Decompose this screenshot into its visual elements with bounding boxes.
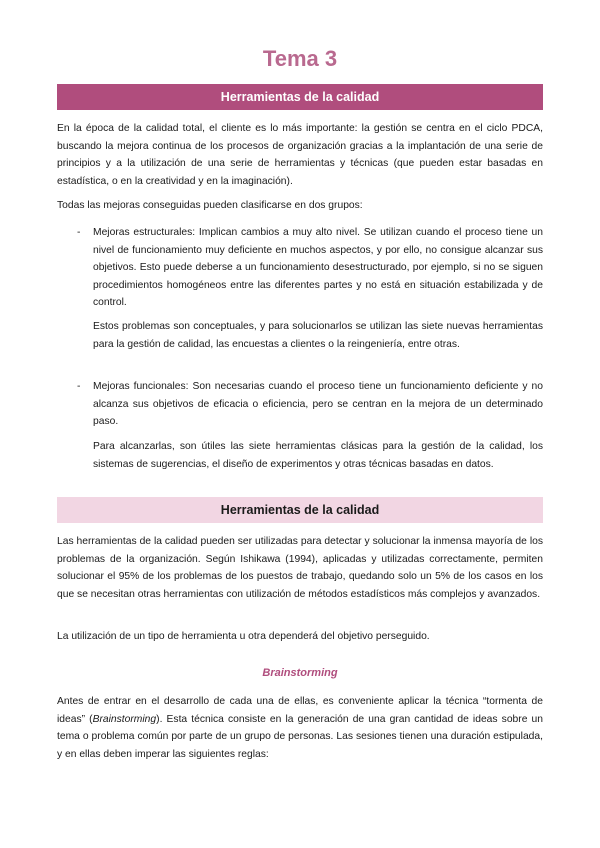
brainstorming-term: Brainstorming xyxy=(92,713,157,725)
intro-paragraph: En la época de la calidad total, el cliente es lo más importante: la gestión se centra en el ciclo PDCA, buscando la mejora continua de los procesos de organización gracias a la implantación de una serie de principios y a la utilización de una serie de herramientas y técnicas (que pueden estar basadas en estadística, o en la creatividad y en la imaginación). xyxy=(57,123,543,187)
bullet-dash: - xyxy=(77,381,81,392)
bullet-dash: - xyxy=(77,227,81,238)
brainstorming-paragraph xyxy=(57,693,543,763)
brainstorming-text-start: Antes de entrar en el desarrollo de cada una de ellas, es conveniente aplicar la técnica “tormenta de ideas” ( xyxy=(57,696,543,725)
tools-paragraph: Las herramientas de la calidad pueden ser utilizadas para detectar y solucionar la inmensa mayoría de los problemas de la organización. Según Ishikawa (1994), aplicadas y utilizadas correctamente, permiten solucionar el 95% de los problemas de los puestos de trabajo, quedando solo un 5% de los casos en los que se necesitan otras herramientas con utilización de métodos estadísticos más complejos y avanzados. xyxy=(57,536,543,600)
objective-paragraph: La utilización de un tipo de herramienta u otra dependerá del objetivo perseguido. xyxy=(57,631,430,642)
groups-intro-paragraph: Todas las mejoras conseguidas pueden clasificarse en dos grupos: xyxy=(57,200,363,211)
bullet-followup-paragraph: Para alcanzarlas, son útiles las siete herramientas clásicas para la gestión de la calidad, los sistemas de sugerencias, el diseño de experimentos y otras técnicas basadas en datos. xyxy=(93,441,543,470)
page-title: Tema 3 xyxy=(262,46,338,71)
bullet-followup-paragraph: Estos problemas son conceptuales, y para solucionarlos se utilizan las siete nuevas herramientas para la gestión de calidad, las encuestas a clientes o la reingeniería, entre otras. xyxy=(93,321,543,350)
section-banner-secondary: Herramientas de la calidad xyxy=(57,497,543,523)
bullet-text: Mejoras funcionales: Son necesarias cuando el proceso tiene un funcionamiento deficiente y no alcanza sus objetivos de eficacia o eficiencia, pero se centran en la mejora de un determinado paso. xyxy=(93,381,543,427)
brainstorming-text-end: ). Esta técnica consiste en la generación de una gran cantidad de ideas sobre un tema o problema común por parte de un grupo de personas. Las sesiones tienen una duración estipulada, y en ellas deben imperar las siguientes reglas: xyxy=(57,713,544,760)
subheading-brainstorming: Brainstorming xyxy=(262,667,338,679)
bullet-text: Mejoras estructurales: Implican cambios a muy alto nivel. Se utilizan cuando el proceso tiene un nivel de funcionamiento muy deficiente en muchos aspectos, y por ello, no consigue alcanzar sus objetivos. Esto puede deberse a un funcionamiento desestructurado, por ejemplo, si no se siguen procedimientos homogéneos entre las diferentes partes y no está en situación estabilizada y de control. xyxy=(93,227,543,308)
section-banner-primary: Herramientas de la calidad xyxy=(57,84,543,110)
